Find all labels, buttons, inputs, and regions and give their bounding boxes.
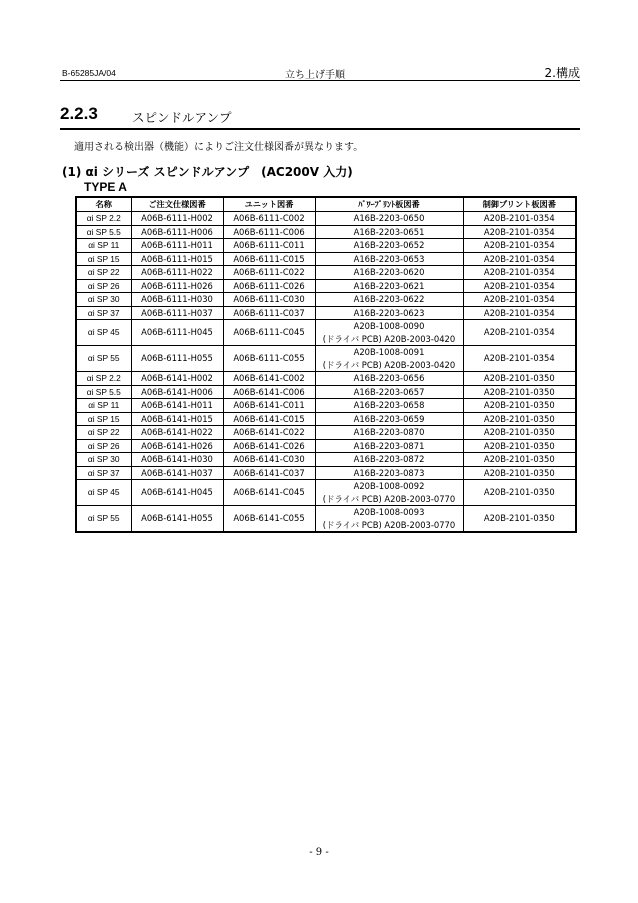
cell-order-no: A06B-6141-H011 bbox=[131, 399, 223, 413]
cell-unit-no: A06B-6111-C002 bbox=[223, 212, 315, 226]
cell-order-no: A06B-6111-H022 bbox=[131, 266, 223, 280]
cell-unit-no: A06B-6111-C026 bbox=[223, 279, 315, 293]
cell-name: αi SP 15 bbox=[76, 252, 131, 266]
cell-order-no: A06B-6141-H055 bbox=[131, 506, 223, 533]
cell-unit-no: A06B-6111-C011 bbox=[223, 239, 315, 253]
cell-order-no: A06B-6141-H006 bbox=[131, 385, 223, 399]
cell-unit-no: A06B-6141-C002 bbox=[223, 372, 315, 386]
cell-power-pcb bbox=[315, 346, 463, 372]
cell-name: αi SP 30 bbox=[76, 293, 131, 307]
cell-control-pcb: A20B-2101-0354 bbox=[463, 346, 576, 372]
cell-unit-no: A06B-6141-C026 bbox=[223, 439, 315, 453]
cell-unit-no: A06B-6111-C022 bbox=[223, 266, 315, 280]
table-row bbox=[76, 320, 576, 346]
table-row bbox=[76, 439, 576, 453]
table-row bbox=[76, 372, 576, 386]
col-header-power-pcb: ﾊﾟﾜｰﾌﾟﾘﾝﾄ板図番 bbox=[315, 197, 463, 212]
cell-order-no: A06B-6111-H026 bbox=[131, 279, 223, 293]
cell-control-pcb: A20B-2101-0354 bbox=[463, 266, 576, 280]
cell-power-pcb bbox=[315, 320, 463, 346]
cell-control-pcb: A20B-2101-0354 bbox=[463, 293, 576, 307]
cell-order-no: A06B-6141-H002 bbox=[131, 372, 223, 386]
cell-power-pcb: A16B-2203-0656 bbox=[315, 372, 463, 386]
section-intro: 適用される検出器（機能）によりご注文仕様図番が異なります。 bbox=[74, 142, 364, 153]
page-number: - 9 - bbox=[309, 847, 329, 858]
cell-power-pcb: A16B-2203-0650 bbox=[315, 212, 463, 226]
cell-control-pcb: A20B-2101-0350 bbox=[463, 439, 576, 453]
cell-name: αi SP 5.5 bbox=[76, 225, 131, 239]
cell-order-no: A06B-6141-H026 bbox=[131, 439, 223, 453]
power-pcb-line2: (ドライバ PCB) A20B-2003-0770 bbox=[322, 493, 456, 504]
cell-unit-no: A06B-6111-C045 bbox=[223, 320, 315, 346]
power-pcb-line2: (ドライバ PCB) A20B-2003-0420 bbox=[322, 359, 456, 370]
table-row bbox=[76, 252, 576, 266]
table-row bbox=[76, 480, 576, 506]
cell-name: αi SP 11 bbox=[76, 399, 131, 413]
cell-order-no: A06B-6111-H030 bbox=[131, 293, 223, 307]
cell-control-pcb: A20B-2101-0350 bbox=[463, 385, 576, 399]
spindle-amp-table bbox=[75, 196, 577, 533]
cell-power-pcb: A16B-2203-0620 bbox=[315, 266, 463, 280]
cell-control-pcb: A20B-2101-0354 bbox=[463, 320, 576, 346]
cell-unit-no: A06B-6111-C030 bbox=[223, 293, 315, 307]
cell-power-pcb bbox=[315, 480, 463, 506]
table-row bbox=[76, 239, 576, 253]
table-row bbox=[76, 453, 576, 467]
col-header-unit-no: ユニット図番 bbox=[223, 197, 315, 212]
cell-unit-no: A06B-6141-C030 bbox=[223, 453, 315, 467]
table-row bbox=[76, 412, 576, 426]
cell-control-pcb: A20B-2101-0354 bbox=[463, 225, 576, 239]
cell-order-no: A06B-6111-H002 bbox=[131, 212, 223, 226]
cell-name: αi SP 26 bbox=[76, 439, 131, 453]
power-pcb-line1: A20B-1008-0091 bbox=[353, 347, 425, 357]
cell-name: αi SP 2.2 bbox=[76, 372, 131, 386]
cell-name: αi SP 45 bbox=[76, 320, 131, 346]
section-number: 2.2.3 bbox=[60, 104, 98, 123]
cell-order-no: A06B-6111-H037 bbox=[131, 306, 223, 320]
table-row bbox=[76, 426, 576, 440]
cell-name: αi SP 26 bbox=[76, 279, 131, 293]
cell-power-pcb: A16B-2203-0873 bbox=[315, 466, 463, 480]
cell-power-pcb: A16B-2203-0622 bbox=[315, 293, 463, 307]
cell-power-pcb: A16B-2203-0652 bbox=[315, 239, 463, 253]
power-pcb-line1: A20B-1008-0092 bbox=[353, 481, 425, 491]
cell-order-no: A06B-6111-H006 bbox=[131, 225, 223, 239]
cell-name: αi SP 55 bbox=[76, 506, 131, 533]
cell-order-no: A06B-6141-H030 bbox=[131, 453, 223, 467]
cell-control-pcb: A20B-2101-0350 bbox=[463, 426, 576, 440]
cell-name: αi SP 5.5 bbox=[76, 385, 131, 399]
col-header-order-no: ご注文仕様図番 bbox=[131, 197, 223, 212]
cell-control-pcb: A20B-2101-0354 bbox=[463, 239, 576, 253]
cell-name: αi SP 55 bbox=[76, 346, 131, 372]
cell-order-no: A06B-6111-H045 bbox=[131, 320, 223, 346]
col-header-control-pcb: 制御プリント板図番 bbox=[463, 197, 576, 212]
cell-order-no: A06B-6141-H045 bbox=[131, 480, 223, 506]
power-pcb-line1: A20B-1008-0093 bbox=[353, 507, 425, 517]
cell-power-pcb: A16B-2203-0658 bbox=[315, 399, 463, 413]
doc-id: B-65285JA/04 bbox=[62, 68, 116, 78]
table-row bbox=[76, 212, 576, 226]
cell-name: αi SP 11 bbox=[76, 239, 131, 253]
cell-power-pcb: A16B-2203-0657 bbox=[315, 385, 463, 399]
cell-control-pcb: A20B-2101-0350 bbox=[463, 466, 576, 480]
cell-control-pcb: A20B-2101-0354 bbox=[463, 306, 576, 320]
cell-control-pcb: A20B-2101-0354 bbox=[463, 279, 576, 293]
cell-name: αi SP 15 bbox=[76, 412, 131, 426]
table-row bbox=[76, 506, 576, 533]
cell-control-pcb: A20B-2101-0350 bbox=[463, 453, 576, 467]
cell-control-pcb: A20B-2101-0354 bbox=[463, 252, 576, 266]
cell-unit-no: A06B-6141-C037 bbox=[223, 466, 315, 480]
table-row bbox=[76, 306, 576, 320]
cell-name: αi SP 30 bbox=[76, 453, 131, 467]
cell-control-pcb: A20B-2101-0350 bbox=[463, 372, 576, 386]
power-pcb-line2: (ドライバ PCB) A20B-2003-0420 bbox=[322, 333, 456, 344]
cell-order-no: A06B-6141-H022 bbox=[131, 426, 223, 440]
table-body bbox=[76, 212, 576, 533]
cell-unit-no: A06B-6111-C055 bbox=[223, 346, 315, 372]
subsection-type: TYPE A bbox=[84, 180, 127, 194]
cell-unit-no: A06B-6141-C045 bbox=[223, 480, 315, 506]
cell-unit-no: A06B-6111-C006 bbox=[223, 225, 315, 239]
section-divider bbox=[60, 128, 580, 130]
cell-power-pcb: A16B-2203-0872 bbox=[315, 453, 463, 467]
cell-order-no: A06B-6111-H015 bbox=[131, 252, 223, 266]
cell-power-pcb: A16B-2203-0623 bbox=[315, 306, 463, 320]
cell-order-no: A06B-6111-H055 bbox=[131, 346, 223, 372]
cell-name: αi SP 22 bbox=[76, 426, 131, 440]
cell-power-pcb: A16B-2203-0651 bbox=[315, 225, 463, 239]
cell-unit-no: A06B-6141-C022 bbox=[223, 426, 315, 440]
cell-control-pcb: A20B-2101-0354 bbox=[463, 212, 576, 226]
cell-name: αi SP 45 bbox=[76, 480, 131, 506]
cell-unit-no: A06B-6111-C015 bbox=[223, 252, 315, 266]
header-divider bbox=[60, 80, 580, 81]
power-pcb-line1: A20B-1008-0090 bbox=[353, 321, 425, 331]
cell-unit-no: A06B-6141-C006 bbox=[223, 385, 315, 399]
cell-power-pcb bbox=[315, 506, 463, 533]
cell-unit-no: A06B-6111-C037 bbox=[223, 306, 315, 320]
cell-order-no: A06B-6141-H015 bbox=[131, 412, 223, 426]
table-row bbox=[76, 266, 576, 280]
cell-unit-no: A06B-6141-C011 bbox=[223, 399, 315, 413]
cell-order-no: A06B-6141-H037 bbox=[131, 466, 223, 480]
col-header-name: 名称 bbox=[76, 197, 131, 212]
amplifier-table-wrapper bbox=[75, 196, 575, 533]
cell-unit-no: A06B-6141-C015 bbox=[223, 412, 315, 426]
cell-control-pcb: A20B-2101-0350 bbox=[463, 412, 576, 426]
table-row bbox=[76, 466, 576, 480]
cell-name: αi SP 37 bbox=[76, 306, 131, 320]
cell-control-pcb: A20B-2101-0350 bbox=[463, 506, 576, 533]
cell-power-pcb: A16B-2203-0871 bbox=[315, 439, 463, 453]
header-title: 立ち上げ手順 bbox=[285, 70, 345, 81]
table-row bbox=[76, 225, 576, 239]
cell-control-pcb: A20B-2101-0350 bbox=[463, 399, 576, 413]
cell-unit-no: A06B-6141-C055 bbox=[223, 506, 315, 533]
subsection-heading: (1) αi シリーズ スピンドルアンプ (AC200V 入力) bbox=[62, 165, 353, 179]
table-header-row bbox=[76, 197, 576, 212]
cell-name: αi SP 37 bbox=[76, 466, 131, 480]
cell-order-no: A06B-6111-H011 bbox=[131, 239, 223, 253]
cell-power-pcb: A16B-2203-0653 bbox=[315, 252, 463, 266]
table-row bbox=[76, 279, 576, 293]
table-row bbox=[76, 293, 576, 307]
cell-power-pcb: A16B-2203-0621 bbox=[315, 279, 463, 293]
cell-power-pcb: A16B-2203-0659 bbox=[315, 412, 463, 426]
cell-power-pcb: A16B-2203-0870 bbox=[315, 426, 463, 440]
chapter-label: 2.構成 bbox=[544, 66, 580, 80]
section-title: スピンドルアンプ bbox=[132, 110, 232, 125]
table-row bbox=[76, 385, 576, 399]
cell-name: αi SP 2.2 bbox=[76, 212, 131, 226]
table-row bbox=[76, 346, 576, 372]
power-pcb-line2: (ドライバ PCB) A20B-2003-0770 bbox=[322, 519, 456, 530]
cell-control-pcb: A20B-2101-0350 bbox=[463, 480, 576, 506]
cell-name: αi SP 22 bbox=[76, 266, 131, 280]
table-row bbox=[76, 399, 576, 413]
